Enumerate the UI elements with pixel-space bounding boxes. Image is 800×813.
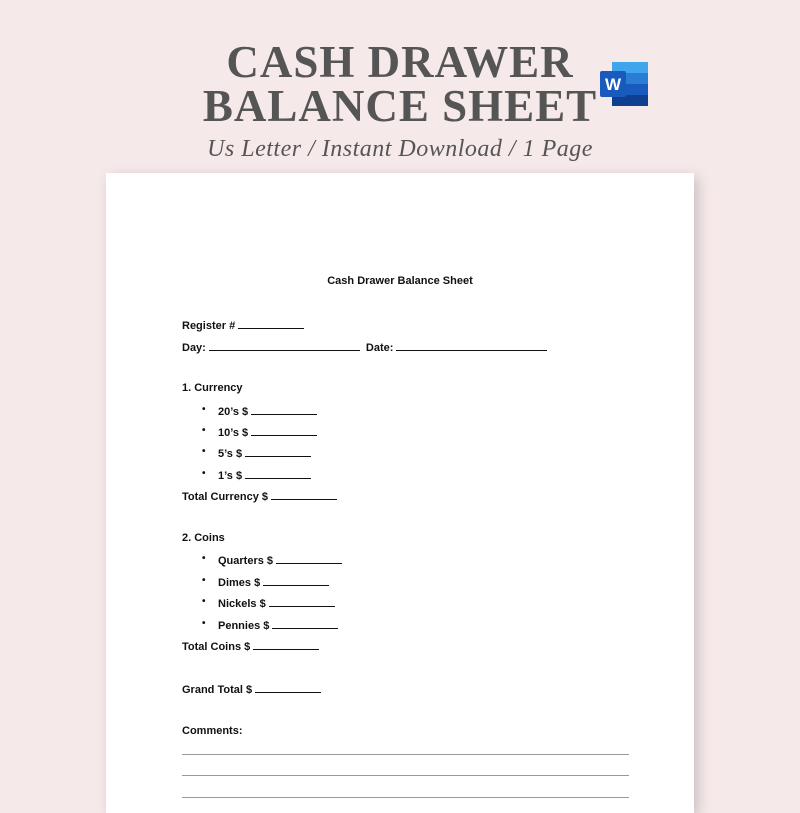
list-item xyxy=(218,468,311,482)
total-currency-field[interactable] xyxy=(271,489,337,500)
grand-total-row xyxy=(182,682,321,696)
comment-line[interactable] xyxy=(182,775,629,776)
grand-total-field[interactable] xyxy=(255,682,321,693)
register-field[interactable] xyxy=(238,318,304,329)
pennies-field[interactable] xyxy=(272,618,338,629)
currency-1-label: 1’s $ xyxy=(218,470,243,482)
coins-heading: 2. Coins xyxy=(182,532,225,544)
quarters-field[interactable] xyxy=(276,553,342,564)
bullet-icon: • xyxy=(202,446,206,457)
dimes-label: Dimes $ xyxy=(218,577,261,589)
list-item xyxy=(218,404,317,418)
document-page xyxy=(106,173,694,813)
pennies-label: Pennies $ xyxy=(218,620,270,632)
register-row xyxy=(182,318,304,332)
quarters-label: Quarters $ xyxy=(218,555,274,567)
bullet-icon: • xyxy=(202,575,206,586)
currency-20-label: 20’s $ xyxy=(218,406,249,418)
comment-line[interactable] xyxy=(182,797,629,798)
day-date-row xyxy=(182,340,547,354)
currency-1-field[interactable] xyxy=(245,468,311,479)
currency-20-field[interactable] xyxy=(251,404,317,415)
nickels-label: Nickels $ xyxy=(218,598,266,610)
currency-heading: 1. Currency xyxy=(182,382,243,394)
grand-total-label: Grand Total $ xyxy=(182,684,253,696)
currency-10-label: 10’s $ xyxy=(218,427,249,439)
list-item xyxy=(218,596,335,610)
date-label: Date: xyxy=(365,342,394,354)
comments-label: Comments: xyxy=(182,725,243,737)
bullet-icon: • xyxy=(202,596,206,607)
bullet-icon: • xyxy=(202,468,206,479)
nickels-field[interactable] xyxy=(269,596,335,607)
list-item xyxy=(218,618,338,632)
register-label: Register # xyxy=(182,320,236,332)
bullet-icon: • xyxy=(202,553,206,564)
currency-10-field[interactable] xyxy=(251,425,317,436)
total-coins-field[interactable] xyxy=(253,639,319,650)
list-item xyxy=(218,575,329,589)
day-field[interactable] xyxy=(209,340,360,351)
total-currency-label: Total Currency $ xyxy=(182,491,268,503)
banner-title xyxy=(0,37,800,131)
word-icon-letter: W xyxy=(604,75,622,94)
word-icon xyxy=(600,62,648,106)
currency-5-label: 5’s $ xyxy=(218,448,243,460)
document-title: Cash Drawer Balance Sheet xyxy=(327,275,473,287)
banner-title-line2: BALANCE SHEET xyxy=(202,81,598,131)
list-item xyxy=(218,425,317,439)
day-label: Day: xyxy=(182,342,206,354)
dimes-field[interactable] xyxy=(263,575,329,586)
currency-5-field[interactable] xyxy=(245,446,311,457)
list-item xyxy=(218,446,311,460)
bullet-icon: • xyxy=(202,425,206,436)
comment-line[interactable] xyxy=(182,754,629,755)
bullet-icon: • xyxy=(202,618,206,629)
list-item xyxy=(218,553,342,567)
banner-subtitle: Us Letter / Instant Download / 1 Page xyxy=(207,136,593,162)
banner-title-line1: CASH DRAWER xyxy=(226,37,574,87)
total-coins-row xyxy=(182,639,319,653)
total-currency-row xyxy=(182,489,337,503)
date-field[interactable] xyxy=(396,340,547,351)
bullet-icon: • xyxy=(202,404,206,415)
total-coins-label: Total Coins $ xyxy=(182,641,251,653)
